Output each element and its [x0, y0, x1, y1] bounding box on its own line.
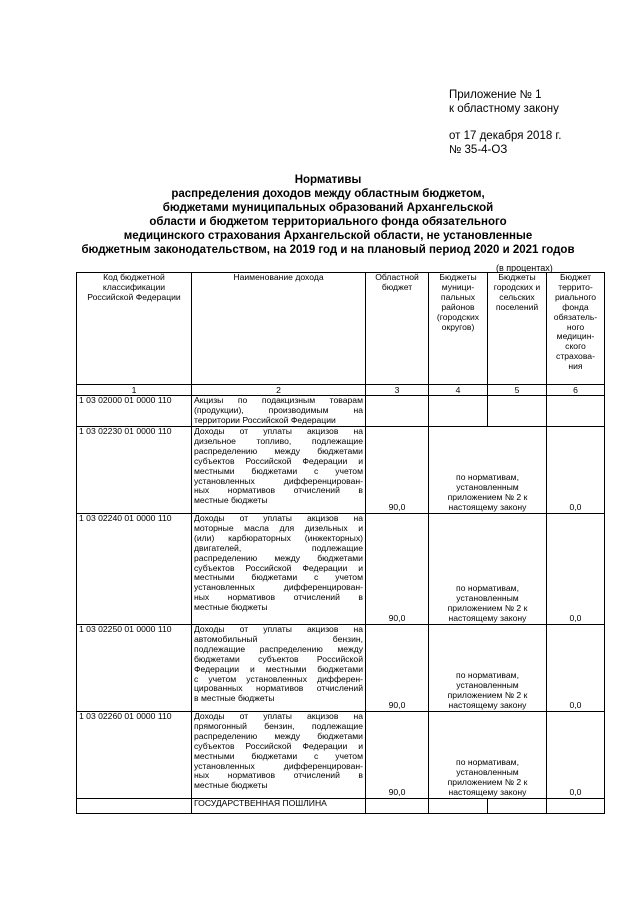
section-name: ГОСУДАРСТВЕННАЯ ПОШЛИНА	[192, 799, 366, 814]
budget-code: 1 03 02230 01 0000 110	[77, 427, 192, 514]
table-row	[77, 625, 605, 712]
header-municipal-districts: Бюджеты муници-пальных районов (городских округов)	[429, 273, 488, 385]
table-header-row	[77, 273, 605, 385]
table-row	[77, 427, 605, 514]
tfoms-share: 0,0	[547, 712, 605, 799]
appendix-law-number: № 35-4-ОЗ	[449, 144, 508, 156]
document-title: Нормативы распределения доходов между областным бюджетом, бюджетами муниципальных образований Архангельской области и бюджетом территориального фонда обязательного медицинского страхования Архангельской области, не установленные бюджетным законодательством, на 2019 год и на плановый период 2020 и 2021 годов	[81, 174, 575, 256]
regional-share: 90,0	[366, 712, 429, 799]
income-name: Доходы от уплаты акцизов на моторные масла для дизельных и (или) карбюраторных (инжекторных) двигателей, подлежащие распределению между бюджетами субъектов Российской Федерации и местными бюджетами с учетом установленных дифференцирован- ных нормативов отчислений в местные бюджеты	[192, 514, 366, 625]
column-numbers-row: 1 2 3 4 5 6	[77, 385, 605, 396]
income-name: Доходы от уплаты акцизов на автомобильный бензин, подлежащие распределению между бюджетами субъектов Российской Федерации и местными бюджетами с учетом установленных дифферен- цированных нормативов отчислений в местные бюджеты	[192, 625, 366, 712]
tfoms-share: 0,0	[547, 625, 605, 712]
table-row	[77, 396, 605, 427]
budget-code: 1 03 02260 01 0000 110	[77, 712, 192, 799]
table-row	[77, 712, 605, 799]
norms-table	[76, 272, 605, 814]
header-tfoms: Бюджет террито-риального фонда обязатель-ного медицин-ского страхова-ния	[547, 273, 605, 385]
municipal-shares: по нормативам, установленным приложением № 2 к настоящему закону	[429, 427, 547, 514]
header-code: Код бюджетной классификации Российской Федерации	[77, 273, 192, 385]
municipal-shares: по нормативам, установленным приложением № 2 к настоящему закону	[429, 514, 547, 625]
appendix-date: от 17 декабря 2018 г.	[449, 130, 562, 142]
tfoms-share: 0,0	[547, 514, 605, 625]
budget-code: 1 03 02000 01 0000 110	[77, 396, 192, 427]
header-regional-budget: Областной бюджет	[366, 273, 429, 385]
income-name: Доходы от уплаты акцизов на дизельное топливо, подлежащие распределению между бюджетами субъектов Российской Федерации и местными бюджетами с учетом установленных дифференцирован- ных нормативов отчислений в местные бюджеты	[192, 427, 366, 514]
header-settlements: Бюджеты городских и сельских поселений	[488, 273, 547, 385]
appendix-number: Приложение № 1	[449, 89, 542, 101]
regional-share: 90,0	[366, 427, 429, 514]
header-income-name: Наименование дохода	[192, 273, 366, 385]
budget-code: 1 03 02250 01 0000 110	[77, 625, 192, 712]
regional-share: 90,0	[366, 625, 429, 712]
income-name: Доходы от уплаты акцизов на прямогонный бензин, подлежащие распределению между бюджетами субъектов Российской Федерации и местными бюджетами с учетом установленных дифференцирован- ных нормативов отчислений в местные бюджеты	[192, 712, 366, 799]
tfoms-share: 0,0	[547, 427, 605, 514]
appendix-law-ref: к областному закону	[449, 103, 559, 115]
regional-share: 90,0	[366, 514, 429, 625]
table-row	[77, 514, 605, 625]
appendix-header	[449, 88, 561, 157]
unit-note: (в процентах)	[496, 263, 553, 273]
budget-code: 1 03 02240 01 0000 110	[77, 514, 192, 625]
municipal-shares: по нормативам, установленным приложением № 2 к настоящему закону	[429, 712, 547, 799]
table-row	[77, 799, 605, 814]
municipal-shares: по нормативам, установленным приложением № 2 к настоящему закону	[429, 625, 547, 712]
income-name: Акцизы по подакцизным товарам (продукции), производимым на территории Российской Федерации	[192, 396, 366, 427]
